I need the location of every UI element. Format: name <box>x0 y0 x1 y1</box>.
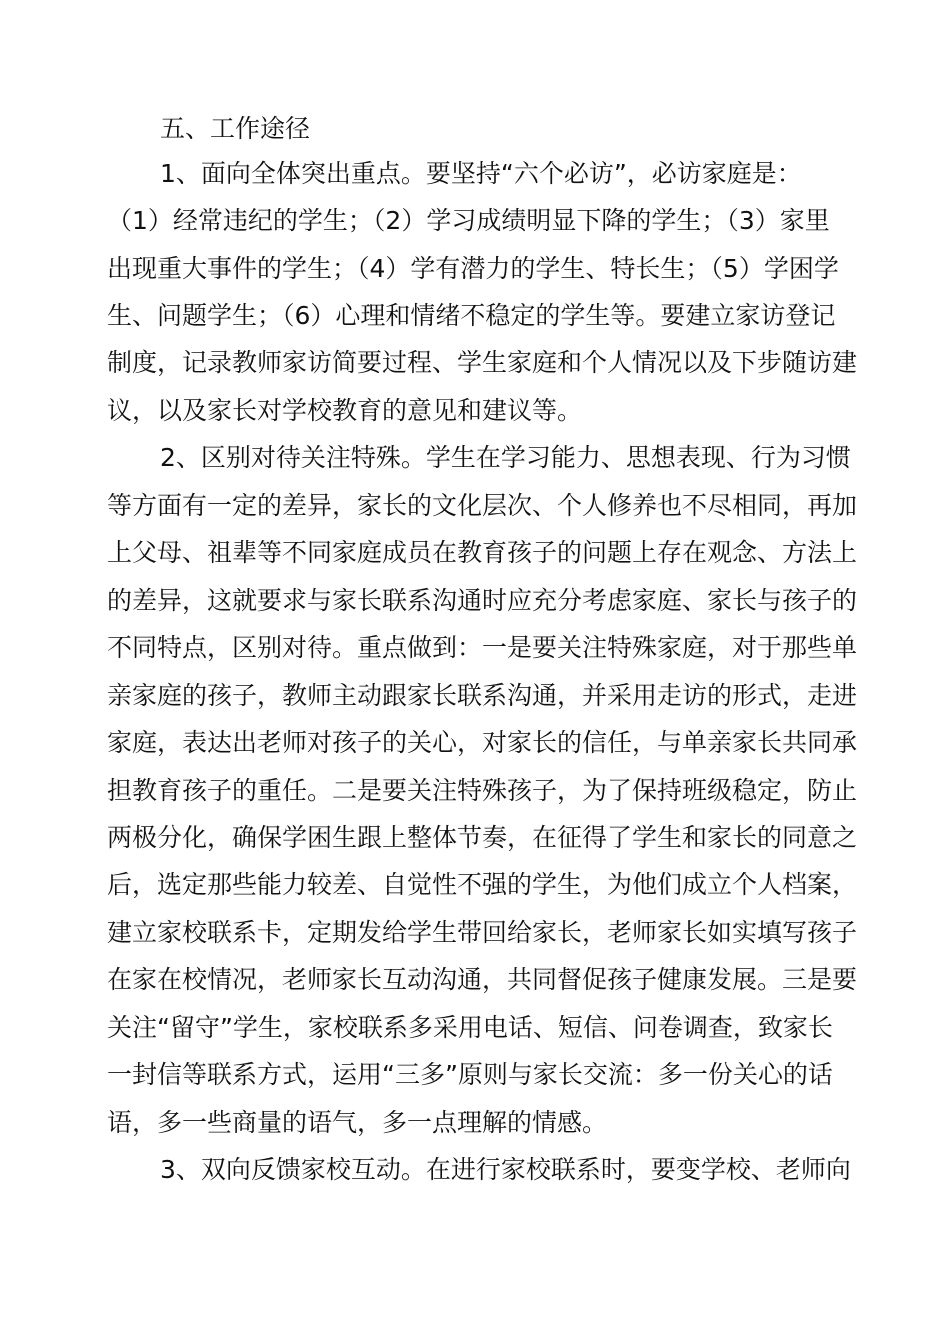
paragraph-2-line: 上父母、祖辈等不同家庭成员在教育孩子的问题上存在观念、方法上 <box>107 538 858 567</box>
paragraph-1-line: 出现重大事件的学生；（4）学有潜力的学生、特长生；（5）学困学 <box>107 254 839 283</box>
paragraph-2-line: 家庭，表达出老师对孩子的关心，对家长的信任，与单亲家长共同承 <box>107 728 858 757</box>
paragraph-2-line: 等方面有一定的差异，家长的文化层次、个人修养也不尽相同，再加 <box>107 491 858 520</box>
paragraph-3-line: 3、双向反馈家校互动。在进行家校联系时，要变学校、老师向 <box>160 1155 851 1184</box>
paragraph-1-line: 制度，记录教师家访简要过程、学生家庭和个人情况以及下步随访建 <box>107 348 858 377</box>
paragraph-1-line: （1）经常违纪的学生；（2）学习成绩明显下降的学生；（3）家里 <box>107 206 830 235</box>
paragraph-2-line: 关注“留守”学生，家校联系多采用电话、短信、问卷调查，致家长 <box>107 1013 833 1042</box>
paragraph-2-line: 一封信等联系方式，运用“三多”原则与家长交流：多一份关心的话 <box>107 1060 833 1089</box>
paragraph-1-line: 议，以及家长对学校教育的意见和建议等。 <box>107 396 583 425</box>
paragraph-2-line: 建立家校联系卡，定期发给学生带回给家长，老师家长如实填写孩子 <box>107 918 858 947</box>
paragraph-2-line: 语，多一些商量的语气，多一点理解的情感。 <box>107 1108 608 1137</box>
paragraph-2-line: 不同特点，区别对待。重点做到：一是要关注特殊家庭，对于那些单 <box>107 633 858 662</box>
paragraph-2-line: 亲家庭的孩子，教师主动跟家长联系沟通，并采用走访的形式，走进 <box>107 681 858 710</box>
paragraph-2-line: 2、区别对待关注特殊。学生在学习能力、思想表现、行为习惯 <box>160 443 851 472</box>
paragraph-2-line: 两极分化，确保学困生跟上整体节奏，在征得了学生和家长的同意之 <box>107 823 858 852</box>
paragraph-2-line: 担教育孩子的重任。二是要关注特殊孩子，为了保持班级稳定，防止 <box>107 776 858 805</box>
paragraph-1-line: 1、面向全体突出重点。要坚持“六个必访”，必访家庭是： <box>160 159 802 188</box>
section-heading: 五、工作途径 <box>160 114 311 143</box>
paragraph-2-line: 后，选定那些能力较差、自觉性不强的学生，为他们成立个人档案， <box>107 870 858 899</box>
paragraph-2-line: 在家在校情况，老师家长互动沟通，共同督促孩子健康发展。三是要 <box>107 965 858 994</box>
paragraph-1-line: 生、问题学生；（6）心理和情绪不稳定的学生等。要建立家访登记 <box>107 301 836 330</box>
paragraph-2-line: 的差异，这就要求与家长联系沟通时应充分考虑家庭、家长与孩子的 <box>107 586 858 615</box>
